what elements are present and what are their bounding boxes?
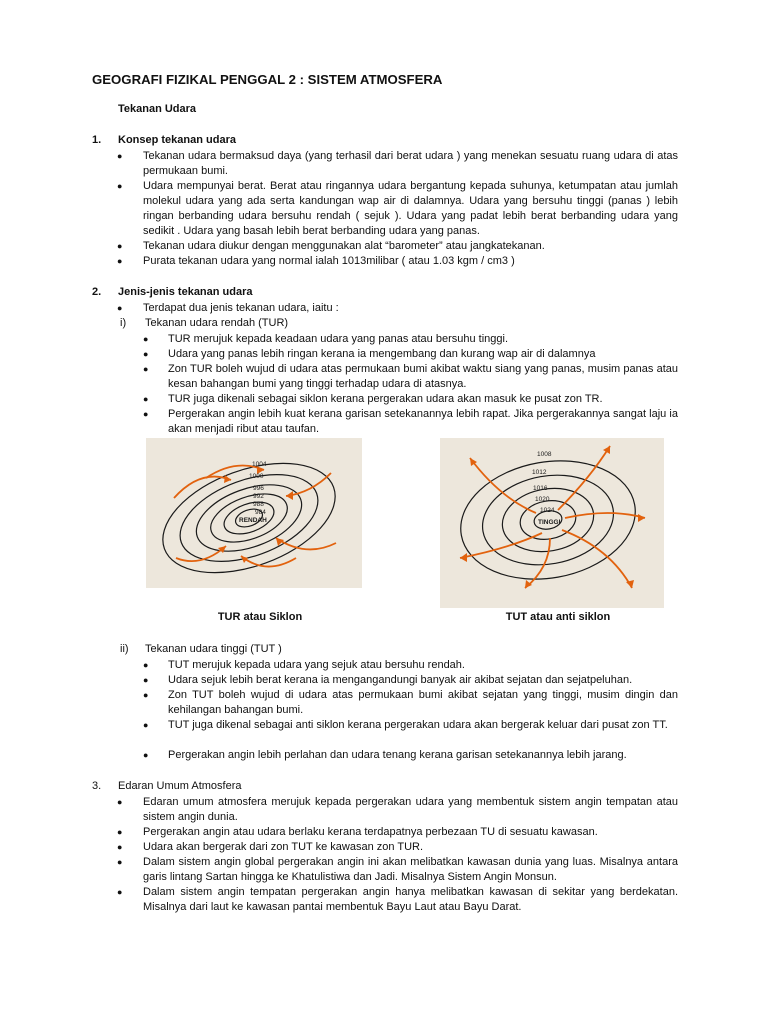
isobar-label: 1020: [535, 496, 550, 503]
list-item: Pergerakan angin atau udara berlaku kerana terdapatnya perbezaan TU di sesuatu kawasan.: [143, 826, 598, 838]
list-item: Pergerakan angin lebih kuat kerana garisan setekanannya lebih rapat. Jika pergerakannya sangat laju ia akan menjadi ribut atau taufan.: [168, 408, 678, 435]
bullet-icon: ●: [117, 842, 123, 852]
section-number: 1.: [92, 134, 102, 146]
list-item: TUR merujuk kepada keadaan udara yang panas atau bersuhu tinggi.: [168, 333, 509, 345]
section-number: 3.: [92, 780, 102, 792]
isobar-label: 1012: [532, 469, 547, 476]
section-intro: Terdapat dua jenis tekanan udara, iaitu :: [143, 302, 339, 314]
list-item: Udara mempunyai berat. Berat atau ringannya udara bergantung kepada suhunya, ketumpatan atau jumlah molekul udara yang ada serta kandungan wap air di dalamnya. Udara yang bersuhu tinggi (panas ) lebih ringan berbanding udara bersuhu rendah ( sejuk ). Udara yang padat lebih berat berbanding udara yang sedikit . Udara yang basah lebih berat berbanding udara yang panas.: [143, 180, 678, 237]
isobar-label: 1016: [533, 485, 548, 492]
list-item: TUT merujuk kepada udara yang sejuk atau bersuhu rendah.: [168, 659, 465, 671]
bullet-icon: ●: [143, 690, 149, 700]
list-item: Udara akan bergerak dari zon TUT ke kawasan zon TUR.: [143, 841, 424, 853]
list-item: Dalam sistem angin global pergerakan angin ini akan melibatkan kawasan dunia yang luas. Misalnya antara garis lintang Sartan hingga ke Khatulistiwa dan Jadi. Misalnya Sistem Angin Monsun.: [143, 856, 678, 883]
list-item: Zon TUR boleh wujud di udara atas permukaan bumi akibat waktu siang yang panas, musim panas atau kesan bahangan bumi yang tinggi terhadap udara di atasnya.: [168, 363, 678, 390]
bullet-icon: ●: [143, 720, 149, 730]
bullet-icon: ●: [117, 857, 123, 867]
list-item: Dalam sistem angin tempatan pergerakan angin hanya melibatkan kawasan di sekitar yang berdekatan. Misalnya dari laut ke kawasan pantai membentuk Bayu Laut atau Bayu Darat.: [143, 886, 678, 913]
isobar-label: 1000: [249, 473, 264, 480]
bullet-icon: ●: [143, 750, 149, 760]
list-item: Udara sejuk lebih berat kerana ia mengangandungi banyak air akibat sejatan dan sejatpeluhan.: [168, 674, 633, 686]
section-heading: Konsep tekanan udara: [118, 134, 236, 146]
bullet-icon: ●: [117, 887, 123, 897]
bullet-icon: ●: [143, 409, 149, 419]
document-title: GEOGRAFI FIZIKAL PENGGAL 2 : SISTEM ATMOSFERA: [92, 72, 443, 87]
bullet-icon: ●: [117, 797, 123, 807]
roman-numeral: ii): [120, 643, 129, 655]
bullet-icon: ●: [143, 349, 149, 359]
anticyclone-caption: TUT atau anti siklon: [505, 611, 611, 623]
bullet-icon: ●: [143, 334, 149, 344]
isobar-label: 984: [255, 509, 266, 516]
topic-title: Tekanan Udara: [118, 103, 197, 115]
isobar-label: 996: [253, 485, 264, 492]
isobar-label: 988: [253, 501, 264, 508]
list-item: TUT juga dikenal sebagai anti siklon kerana pergerakan udara akan bergerak keluar dari pusat zon TT.: [168, 719, 668, 731]
isobar-label: 1004: [252, 461, 267, 468]
bullet-icon: ●: [117, 303, 123, 313]
list-item: Tekanan udara diukur dengan menggunakan alat “barometer” atau jangkatekanan.: [143, 240, 545, 252]
bullet-icon: ●: [117, 181, 123, 191]
list-item: Pergerakan angin lebih perlahan dan udara tenang kerana garisan setekanannya lebih jarang.: [168, 749, 627, 761]
bullet-icon: ●: [143, 660, 149, 670]
list-item: TUR juga dikenali sebagai siklon kerana pergerakan udara akan masuk ke pusat zon TR.: [168, 393, 603, 405]
center-label: RENDAH: [239, 517, 267, 524]
section-heading: Jenis-jenis tekanan udara: [118, 286, 253, 298]
section-number: 2.: [92, 286, 102, 298]
bullet-icon: ●: [143, 675, 149, 685]
list-item: Udara yang panas lebih ringan kerana ia mengembang dan kurang wap air di dalamnya: [168, 348, 596, 360]
list-item: Tekanan udara bermaksud daya (yang terhasil dari berat udara ) yang menekan sesuatu ruang udara di atas permukaan bumi.: [143, 150, 678, 177]
subsection-heading: Tekanan udara tinggi (TUT ): [145, 643, 282, 655]
bullet-icon: ●: [117, 241, 123, 251]
bullet-icon: ●: [143, 394, 149, 404]
isobar-label: 1008: [537, 451, 552, 458]
section-heading: Edaran Umum Atmosfera: [118, 780, 242, 792]
bullet-icon: ●: [117, 827, 123, 837]
isobar-label: 992: [253, 493, 264, 500]
subsection-heading: Tekanan udara rendah (TUR): [145, 317, 289, 329]
anticyclone-diagram: [440, 438, 664, 608]
roman-numeral: i): [120, 317, 127, 329]
cyclone-caption: TUR atau Siklon: [217, 611, 303, 623]
bullet-icon: ●: [117, 256, 123, 266]
bullet-icon: ●: [143, 364, 149, 374]
center-label: TINGGI: [538, 519, 561, 526]
list-item: Edaran umum atmosfera merujuk kepada pergerakan udara yang membentuk sistem angin tempatan atau sistem angin dunia.: [143, 796, 678, 823]
list-item: Purata tekanan udara yang normal ialah 1013milibar ( atau 1.03 kgm / cm3 ): [143, 255, 515, 267]
isobar-label: 1024: [540, 507, 555, 514]
bullet-icon: ●: [117, 151, 123, 161]
list-item: Zon TUT boleh wujud di udara atas permukaan bumi akibat sejatan yang tinggi, musim dingin dan kehilangan bahangan bumi.: [168, 689, 678, 716]
cyclone-diagram: [146, 438, 362, 588]
